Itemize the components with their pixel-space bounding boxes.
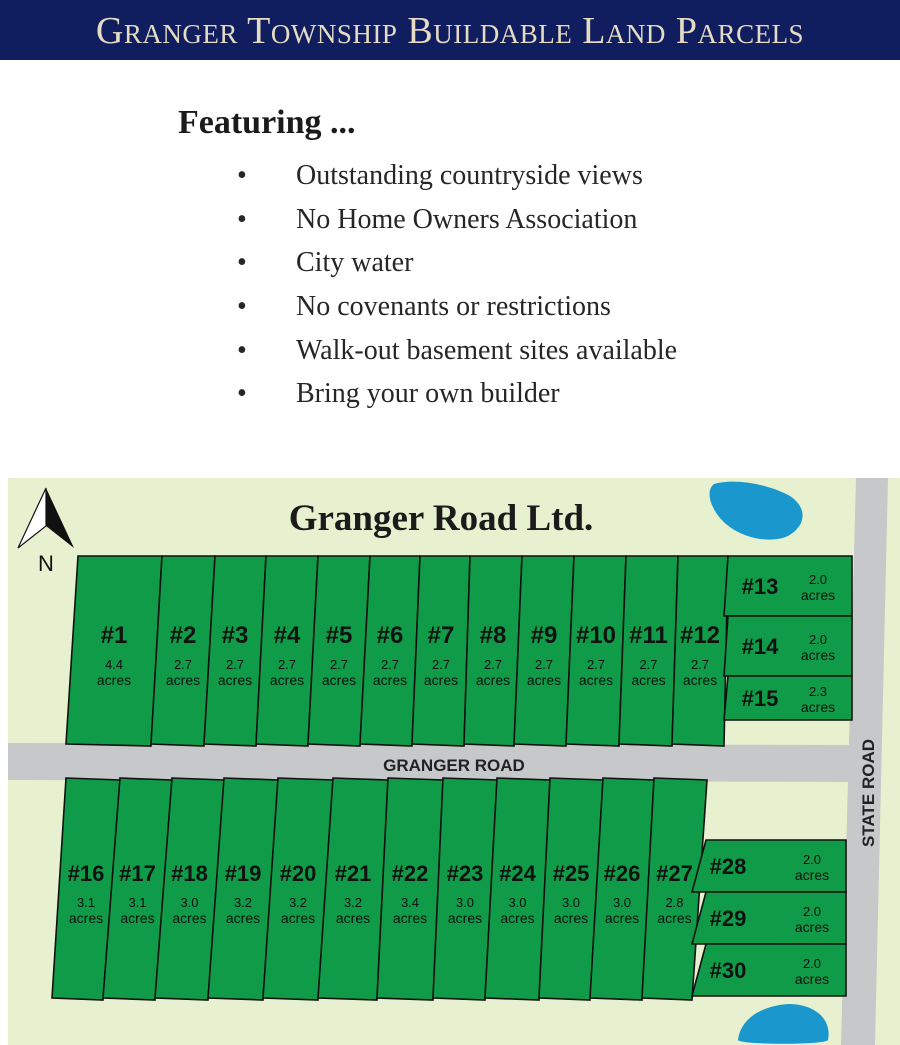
parcel-acres: 3.0	[180, 895, 199, 910]
north-label: N	[38, 551, 54, 576]
parcel-acres-label: acres	[657, 910, 692, 926]
bullet-icon: •	[237, 334, 247, 366]
parcel-id: #23	[446, 861, 484, 886]
feature-text: No covenants or restrictions	[296, 291, 611, 323]
parcel-id: #25	[552, 861, 590, 886]
parcel-id: #19	[224, 861, 262, 886]
parcel-acres-label: acres	[553, 910, 589, 926]
parcel-id: #27	[656, 861, 693, 886]
bullet-icon: •	[237, 203, 247, 235]
state-road-label: STATE ROAD	[859, 739, 878, 847]
parcel-acres: 2.7	[534, 657, 554, 672]
parcel-shape	[672, 556, 728, 746]
parcel-id: #16	[67, 861, 105, 886]
parcel-acres-label: acres	[165, 672, 201, 688]
parcel-acres-label: acres	[500, 910, 535, 926]
parcel-id: #24	[499, 861, 536, 886]
parcel-lot[interactable]	[724, 556, 852, 616]
parcel-shape	[66, 556, 162, 746]
parcel-acres-label: acres	[800, 587, 836, 603]
feature-text: Bring your own builder	[296, 378, 560, 410]
parcel-acres-label: acres	[96, 672, 132, 688]
parcel-acres-label: acres	[631, 672, 666, 688]
parcel-acres: 3.0	[612, 895, 632, 910]
granger-road-label: GRANGER ROAD	[383, 756, 525, 775]
parcel-acres: 2.7	[483, 657, 503, 672]
parcel-acres-label: acres	[172, 910, 207, 926]
parcel-acres: 2.0	[802, 852, 822, 867]
parcel-acres-label: acres	[794, 867, 830, 883]
parcel-acres: 3.4	[400, 895, 420, 910]
parcel-id: #7	[427, 622, 455, 649]
parcel-shape	[360, 556, 420, 746]
feature-text: City water	[296, 247, 414, 279]
feature-text: Walk-out basement sites available	[296, 334, 678, 366]
parcel-acres: 2.7	[586, 657, 606, 672]
parcel-acres: 2.3	[808, 684, 828, 699]
bullet-icon: •	[237, 291, 247, 323]
parcel-shape	[464, 556, 522, 746]
bullet-icon: •	[237, 378, 247, 410]
parcel-acres-label: acres	[604, 910, 640, 926]
parcel-shape	[619, 556, 678, 746]
parcel-acres: 3.2	[343, 895, 363, 910]
parcel-acres-label: acres	[447, 910, 483, 926]
parcel-acres: 2.7	[639, 657, 658, 672]
parcel-id: #11	[629, 622, 668, 649]
parcel-id: #20	[279, 861, 317, 886]
parcel-acres-label: acres	[423, 672, 459, 688]
bullet-icon: •	[237, 247, 247, 279]
parcel-id: #6	[376, 622, 404, 649]
parcel-acres: 2.7	[431, 657, 451, 672]
parcel-lot[interactable]	[566, 556, 626, 746]
parcel-id: #4	[273, 622, 301, 649]
parcel-shape	[412, 556, 470, 746]
parcel-map	[0, 478, 900, 1045]
feature-text: Outstanding countryside views	[296, 160, 643, 191]
parcel-id: #9	[530, 622, 558, 649]
title-banner	[0, 0, 900, 60]
parcel-lot[interactable]	[672, 556, 728, 746]
parcel-acres-label: acres	[321, 672, 357, 688]
parcel-acres: 3.1	[76, 895, 96, 910]
parcel-acres-label: acres	[120, 910, 155, 926]
parcel-acres: 2.7	[329, 657, 349, 672]
parcel-acres: 2.0	[808, 572, 828, 587]
parcel-acres: 3.0	[508, 895, 527, 910]
parcel-id: #21	[334, 861, 372, 886]
parcel-lot[interactable]	[360, 556, 420, 746]
parcel-acres-label: acres	[578, 672, 614, 688]
parcel-lot[interactable]	[66, 556, 162, 746]
parcel-id: #12	[679, 622, 721, 649]
parcel-lot[interactable]	[464, 556, 522, 746]
parcel-acres-label: acres	[682, 672, 718, 688]
parcel-acres: 3.0	[561, 895, 581, 910]
parcel-shape	[377, 778, 443, 1000]
page-title: Granger Township Buildable Land Parcels	[95, 10, 805, 52]
parcel-acres: 2.7	[225, 657, 245, 672]
parcel-acres-label: acres	[800, 647, 836, 663]
parcel-acres: 2.8	[665, 895, 684, 910]
parcel-id: #3	[221, 622, 249, 649]
parcel-id: #15	[741, 686, 779, 711]
parcel-id: #5	[325, 622, 353, 649]
parcel-id: #14	[741, 634, 779, 659]
parcel-id: #13	[741, 574, 779, 599]
parcel-shape	[514, 556, 574, 746]
parcel-id: #17	[119, 861, 156, 886]
parcel-acres: 2.7	[690, 657, 710, 672]
parcel-acres-label: acres	[372, 672, 408, 688]
parcel-id: #28	[709, 854, 747, 879]
parcel-acres: 2.0	[808, 632, 828, 647]
parcel-lot[interactable]	[724, 676, 852, 720]
parcel-lot[interactable]	[412, 556, 470, 746]
parcel-lot[interactable]	[692, 944, 846, 996]
parcel-acres: 2.7	[173, 657, 193, 672]
parcel-lot[interactable]	[514, 556, 574, 746]
parcel-id: #2	[169, 622, 197, 649]
bullet-icon: •	[237, 160, 247, 191]
parcel-lot[interactable]	[692, 840, 846, 892]
parcel-acres-label: acres	[269, 672, 305, 688]
parcel-id: #22	[391, 861, 429, 886]
parcel-id: #10	[575, 622, 617, 649]
parcel-acres-label: acres	[392, 910, 428, 926]
map-title: Granger Road Ltd.	[288, 498, 594, 539]
parcel-acres: 3.2	[288, 895, 308, 910]
parcel-acres: 4.4	[104, 657, 124, 672]
parcel-id: #18	[171, 861, 208, 886]
parcel-acres-label: acres	[225, 910, 261, 926]
parcel-acres-label: acres	[335, 910, 371, 926]
parcel-acres-label: acres	[526, 672, 562, 688]
parcel-id: #8	[479, 622, 507, 649]
parcel-lot[interactable]	[619, 556, 678, 746]
parcel-acres: 2.0	[802, 904, 822, 919]
parcel-id: #29	[709, 906, 747, 931]
parcel-acres-label: acres	[280, 910, 316, 926]
parcel-acres: 2.7	[277, 657, 297, 672]
parcel-acres: 2.0	[802, 956, 822, 971]
parcel-lot[interactable]	[377, 778, 443, 1000]
parcel-acres-label: acres	[794, 971, 830, 987]
parcel-acres-label: acres	[800, 699, 836, 715]
parcel-lot[interactable]	[692, 892, 846, 944]
parcel-acres-label: acres	[794, 919, 830, 935]
parcel-acres-label: acres	[475, 672, 511, 688]
features-heading: Featuring ...	[178, 104, 356, 141]
parcel-acres-label: acres	[217, 672, 253, 688]
parcel-acres: 3.1	[128, 895, 147, 910]
parcel-id: #26	[603, 861, 641, 886]
parcel-acres: 3.0	[455, 895, 475, 910]
parcel-lot[interactable]	[724, 616, 852, 676]
parcel-shape	[566, 556, 626, 746]
parcel-id: #1	[100, 622, 128, 649]
parcel-acres: 2.7	[380, 657, 400, 672]
parcel-id: #30	[709, 958, 747, 983]
parcel-acres: 3.2	[233, 895, 253, 910]
feature-text: No Home Owners Association	[296, 203, 638, 235]
parcel-acres-label: acres	[68, 910, 104, 926]
parcel-map-canvas	[0, 478, 900, 1045]
